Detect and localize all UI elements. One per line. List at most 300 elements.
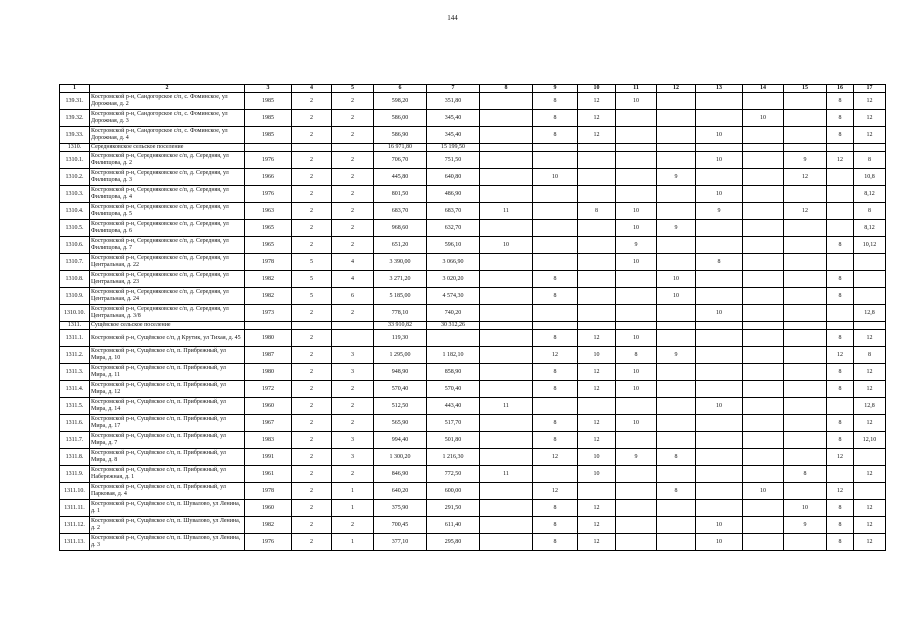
- table-cell: 10: [616, 93, 657, 110]
- row-number: 1311.9.: [60, 466, 90, 483]
- table-cell: 1: [332, 483, 374, 500]
- table-cell: 570,40: [374, 381, 427, 398]
- table-cell: [480, 517, 533, 534]
- table-cell: 11: [480, 398, 533, 415]
- table-cell: 12: [578, 381, 616, 398]
- table-cell: [696, 500, 743, 517]
- table-row: [60, 271, 886, 288]
- table-cell: 3: [332, 432, 374, 449]
- table-cell: 2: [292, 432, 332, 449]
- column-header: 10: [578, 85, 616, 93]
- empty-cell: [827, 322, 854, 330]
- table-cell: 8: [827, 330, 854, 347]
- table-cell: 12: [854, 127, 886, 144]
- table-cell: 8: [827, 500, 854, 517]
- address-cell: Костромской р-н, Середняковское с/п, д. Середняя, ул Филипцова, д. 5: [90, 203, 245, 220]
- table-cell: 1 295,00: [374, 347, 427, 364]
- table-cell: 10: [578, 347, 616, 364]
- table-cell: [827, 203, 854, 220]
- table-cell: 1: [332, 500, 374, 517]
- table-cell: [657, 127, 696, 144]
- table-cell: 501,80: [427, 432, 480, 449]
- table-cell: [616, 534, 657, 551]
- table-cell: 8: [533, 534, 578, 551]
- table-cell: 375,90: [374, 500, 427, 517]
- table-cell: [657, 110, 696, 127]
- address-cell: Костромской р-н, Сущёвское с/п, п. Прибрежный, ул Мира, д. 8: [90, 449, 245, 466]
- table-cell: 2: [332, 169, 374, 186]
- table-cell: 2: [332, 305, 374, 322]
- column-header: 14: [743, 85, 784, 93]
- table-cell: [578, 186, 616, 203]
- table-row: [60, 364, 886, 381]
- table-cell: 1961: [245, 466, 292, 483]
- table-cell: 9: [696, 203, 743, 220]
- table-row: [60, 220, 886, 237]
- address-cell: Костромской р-н, Сущёвское с/п, п. Прибрежный, ул Мира, д. 14: [90, 398, 245, 415]
- table-cell: [480, 127, 533, 144]
- column-header: 12: [657, 85, 696, 93]
- table-cell: 12: [578, 127, 616, 144]
- table-cell: 1973: [245, 305, 292, 322]
- table-cell: [743, 330, 784, 347]
- table-cell: 10: [696, 398, 743, 415]
- table-cell: 1965: [245, 220, 292, 237]
- table-cell: [480, 364, 533, 381]
- table-cell: 10: [696, 305, 743, 322]
- table-cell: [657, 466, 696, 483]
- table-cell: 2: [292, 237, 332, 254]
- table-cell: 12: [578, 500, 616, 517]
- table-cell: [784, 110, 827, 127]
- table-cell: [743, 152, 784, 169]
- table-cell: 632,70: [427, 220, 480, 237]
- table-cell: [533, 220, 578, 237]
- table-cell: 3 271,20: [374, 271, 427, 288]
- table-row: [60, 347, 886, 364]
- row-number: 1311.13.: [60, 534, 90, 551]
- table-cell: [743, 305, 784, 322]
- table-cell: 12: [827, 347, 854, 364]
- table-cell: [696, 288, 743, 305]
- row-number: 1310.1.: [60, 152, 90, 169]
- table-cell: 10: [480, 237, 533, 254]
- empty-cell: [657, 322, 696, 330]
- address-cell: Костромской р-н, Сущёвское с/п, п. Прибрежный, ул Мира, д. 7: [90, 432, 245, 449]
- table-cell: [743, 432, 784, 449]
- table-cell: [657, 398, 696, 415]
- table-cell: 2: [292, 152, 332, 169]
- table-cell: 1967: [245, 415, 292, 432]
- table-cell: [578, 271, 616, 288]
- table-cell: [616, 271, 657, 288]
- page-number: 144: [447, 14, 458, 22]
- table-cell: 9: [657, 220, 696, 237]
- row-number: 1311.7.: [60, 432, 90, 449]
- table-cell: [578, 237, 616, 254]
- table-cell: 517,70: [427, 415, 480, 432]
- row-number: 1311.6.: [60, 415, 90, 432]
- table-cell: 2: [332, 415, 374, 432]
- table-cell: [480, 432, 533, 449]
- table-cell: [480, 254, 533, 271]
- table-cell: 443,40: [427, 398, 480, 415]
- address-cell: Костромской р-н, Сущёвское с/п, п. Шувалово, ул Ленина, д. 1: [90, 500, 245, 517]
- table-cell: 1960: [245, 500, 292, 517]
- table-cell: 10: [533, 169, 578, 186]
- empty-cell: [245, 322, 292, 330]
- table-cell: 5: [292, 288, 332, 305]
- table-cell: 12: [578, 330, 616, 347]
- section-name: Сущёвское сельское поселение: [90, 322, 245, 330]
- table-cell: 994,40: [374, 432, 427, 449]
- address-cell: Костромской р-н, Середняковское с/п, д. Середняя, ул Центральная, д. 24: [90, 288, 245, 305]
- address-cell: Костромской р-н, Сущёвское с/п, п. Шувалово, ул Ленина, д. 3: [90, 534, 245, 551]
- row-number: 1311.3.: [60, 364, 90, 381]
- table-cell: [578, 288, 616, 305]
- table-cell: [578, 254, 616, 271]
- column-header: 6: [374, 85, 427, 93]
- table-cell: 12: [854, 93, 886, 110]
- table-cell: 2: [292, 500, 332, 517]
- table-cell: 600,00: [427, 483, 480, 500]
- column-header: 7: [427, 85, 480, 93]
- row-number: 1310.6.: [60, 237, 90, 254]
- table-cell: [616, 398, 657, 415]
- table-cell: [657, 500, 696, 517]
- table-cell: [784, 415, 827, 432]
- table-cell: [743, 127, 784, 144]
- address-cell: Костромской р-н, Сущёвское с/п, п. Шувалово, ул Ленина, д. 2: [90, 517, 245, 534]
- table-cell: [480, 534, 533, 551]
- row-number: 1311.12.: [60, 517, 90, 534]
- table-cell: 445,80: [374, 169, 427, 186]
- table-row: [60, 415, 886, 432]
- table-cell: 2: [332, 93, 374, 110]
- table-row: [60, 254, 886, 271]
- table-cell: [784, 483, 827, 500]
- table-cell: 12: [578, 364, 616, 381]
- table-cell: [616, 127, 657, 144]
- table-row: [60, 534, 886, 551]
- table-cell: [657, 534, 696, 551]
- table-cell: 1 300,20: [374, 449, 427, 466]
- empty-cell: [784, 322, 827, 330]
- row-number: 139.31.: [60, 93, 90, 110]
- table-cell: [784, 449, 827, 466]
- table-cell: [784, 186, 827, 203]
- table-cell: [480, 186, 533, 203]
- row-number: 1310.4.: [60, 203, 90, 220]
- table-cell: 1966: [245, 169, 292, 186]
- table-row: [60, 483, 886, 500]
- table-cell: 10: [616, 364, 657, 381]
- table-cell: [696, 237, 743, 254]
- table-row: [60, 381, 886, 398]
- table-row: [60, 152, 886, 169]
- section-row: [60, 322, 886, 330]
- table-cell: [480, 288, 533, 305]
- table-cell: [616, 517, 657, 534]
- table-cell: 345,40: [427, 127, 480, 144]
- table-cell: 683,70: [427, 203, 480, 220]
- column-header: 4: [292, 85, 332, 93]
- table-cell: [480, 381, 533, 398]
- section-number: 1310.: [60, 144, 90, 152]
- table-cell: 8: [827, 534, 854, 551]
- table-cell: 12: [784, 203, 827, 220]
- empty-cell: [245, 144, 292, 152]
- table-cell: 611,40: [427, 517, 480, 534]
- table-cell: 2: [292, 398, 332, 415]
- address-cell: Костромской р-н, Середняковское с/п, д. Середняя, ул Центральная, д. 3/8: [90, 305, 245, 322]
- table-cell: 640,80: [427, 169, 480, 186]
- table-cell: 2: [332, 466, 374, 483]
- empty-cell: [854, 144, 886, 152]
- table-cell: [616, 186, 657, 203]
- table-cell: [743, 288, 784, 305]
- table-cell: 12: [854, 381, 886, 398]
- table-cell: 10: [696, 517, 743, 534]
- table-cell: 2: [292, 305, 332, 322]
- section-total-area: 33 910,82: [374, 322, 427, 330]
- table-cell: 772,50: [427, 466, 480, 483]
- table-cell: [696, 381, 743, 398]
- table-cell: 3 390,00: [374, 254, 427, 271]
- table-cell: [616, 500, 657, 517]
- table-cell: [696, 110, 743, 127]
- row-number: 139.33.: [60, 127, 90, 144]
- table-cell: 1: [332, 534, 374, 551]
- table-cell: [743, 271, 784, 288]
- table-header-row: [60, 85, 886, 93]
- table-cell: [784, 534, 827, 551]
- empty-cell: [332, 322, 374, 330]
- table-cell: 2: [292, 466, 332, 483]
- table-cell: 8: [533, 110, 578, 127]
- empty-cell: [292, 322, 332, 330]
- table-row: [60, 517, 886, 534]
- table-cell: [827, 169, 854, 186]
- table-cell: [480, 110, 533, 127]
- table-row: [60, 110, 886, 127]
- table-cell: 486,90: [427, 186, 480, 203]
- table-cell: 8: [827, 415, 854, 432]
- table-cell: 8: [578, 203, 616, 220]
- table-cell: [696, 415, 743, 432]
- table-cell: 8,12: [854, 186, 886, 203]
- table-cell: [480, 415, 533, 432]
- table-cell: 8: [827, 237, 854, 254]
- table-cell: 12: [578, 93, 616, 110]
- table-cell: 12: [854, 466, 886, 483]
- table-cell: [784, 364, 827, 381]
- table-cell: 8: [827, 271, 854, 288]
- table-cell: [533, 398, 578, 415]
- table-cell: [784, 432, 827, 449]
- table-cell: 1978: [245, 254, 292, 271]
- row-number: 1311.5.: [60, 398, 90, 415]
- table-cell: [480, 271, 533, 288]
- table-row: [60, 186, 886, 203]
- table-cell: 8: [827, 381, 854, 398]
- table-cell: 11: [480, 466, 533, 483]
- address-cell: Костромской р-н, Сущёвское с/п, п. Прибрежный, ул Мира, д. 11: [90, 364, 245, 381]
- table-cell: [696, 93, 743, 110]
- address-cell: Костромской р-н, Сущёвское с/п, д Крутик, ул Тихая, д. 45: [90, 330, 245, 347]
- table-cell: 12: [854, 415, 886, 432]
- table-cell: 1985: [245, 93, 292, 110]
- table-cell: [854, 288, 886, 305]
- table-cell: [743, 466, 784, 483]
- table-cell: 2: [292, 449, 332, 466]
- table-cell: [657, 203, 696, 220]
- section-name: Середняковское сельское поселение: [90, 144, 245, 152]
- table-cell: 740,20: [427, 305, 480, 322]
- table-cell: 4: [332, 254, 374, 271]
- table-cell: 4: [332, 271, 374, 288]
- table-cell: 8: [533, 381, 578, 398]
- table-cell: [743, 220, 784, 237]
- table-cell: 9: [616, 449, 657, 466]
- table-cell: 586,00: [374, 110, 427, 127]
- table-cell: 5 185,00: [374, 288, 427, 305]
- table-cell: 12: [578, 415, 616, 432]
- empty-cell: [696, 322, 743, 330]
- table-cell: 8: [616, 347, 657, 364]
- table-cell: 968,60: [374, 220, 427, 237]
- table-cell: 2: [332, 152, 374, 169]
- table-cell: [657, 517, 696, 534]
- table-cell: 1982: [245, 288, 292, 305]
- table-cell: 8: [854, 203, 886, 220]
- table-cell: 11: [480, 203, 533, 220]
- address-cell: Костромской р-н, Сущёвское с/п, п. Прибрежный, ул Мира, д. 10: [90, 347, 245, 364]
- empty-cell: [784, 144, 827, 152]
- table-cell: [784, 254, 827, 271]
- table-cell: [827, 254, 854, 271]
- empty-cell: [696, 144, 743, 152]
- table-cell: [784, 237, 827, 254]
- table-cell: [827, 305, 854, 322]
- table-cell: 2: [292, 110, 332, 127]
- table-cell: 12: [533, 347, 578, 364]
- table-row: [60, 288, 886, 305]
- row-number: 1311.8.: [60, 449, 90, 466]
- table-cell: [578, 398, 616, 415]
- row-number: 1310.7.: [60, 254, 90, 271]
- table-cell: [743, 186, 784, 203]
- table-cell: 3: [332, 364, 374, 381]
- table-cell: [784, 398, 827, 415]
- table-cell: [743, 381, 784, 398]
- table-cell: 1980: [245, 330, 292, 347]
- table-cell: 3: [332, 347, 374, 364]
- table-cell: 12: [784, 169, 827, 186]
- table-cell: 1982: [245, 517, 292, 534]
- table-cell: [827, 220, 854, 237]
- row-number: 1310.9.: [60, 288, 90, 305]
- table-cell: 6: [332, 288, 374, 305]
- section-total-area: 16 971,80: [374, 144, 427, 152]
- table-cell: [696, 364, 743, 381]
- table-cell: 12: [827, 483, 854, 500]
- table-cell: 12: [827, 152, 854, 169]
- empty-cell: [657, 144, 696, 152]
- table-cell: 2: [292, 169, 332, 186]
- address-cell: Костромской р-н, Середняковское с/п, д. Середняя, ул Филипцова, д. 4: [90, 186, 245, 203]
- table-cell: 10: [616, 220, 657, 237]
- column-header: 16: [827, 85, 854, 93]
- table-cell: 10: [616, 381, 657, 398]
- empty-cell: [533, 322, 578, 330]
- empty-cell: [854, 322, 886, 330]
- row-number: 1310.3.: [60, 186, 90, 203]
- table-cell: 2: [332, 127, 374, 144]
- table-cell: 12: [854, 500, 886, 517]
- table-cell: 8: [827, 364, 854, 381]
- table-cell: 12: [533, 449, 578, 466]
- table-cell: 10: [784, 500, 827, 517]
- table-cell: [533, 152, 578, 169]
- table-cell: [480, 305, 533, 322]
- table-cell: 2: [292, 483, 332, 500]
- table-cell: 1991: [245, 449, 292, 466]
- table-row: [60, 93, 886, 110]
- table-cell: [784, 381, 827, 398]
- empty-cell: [616, 322, 657, 330]
- table-cell: 1985: [245, 110, 292, 127]
- table-cell: [480, 93, 533, 110]
- table-cell: 3: [332, 449, 374, 466]
- table-cell: [578, 305, 616, 322]
- table-cell: 291,50: [427, 500, 480, 517]
- table-cell: 10,8: [854, 169, 886, 186]
- table-cell: 10: [616, 203, 657, 220]
- address-cell: Костромской р-н, Середняковское с/п, д. Середняя, ул Центральная, д. 22: [90, 254, 245, 271]
- table-cell: [657, 330, 696, 347]
- table-cell: 8: [533, 288, 578, 305]
- table-cell: [480, 152, 533, 169]
- row-number: 1311.2.: [60, 347, 90, 364]
- table-cell: [743, 203, 784, 220]
- address-cell: Костромской р-н, Сущёвское с/п, п. Прибрежный, ул Мира, д. 12: [90, 381, 245, 398]
- empty-cell: [292, 144, 332, 152]
- empty-cell: [827, 144, 854, 152]
- table-cell: [578, 169, 616, 186]
- table-cell: [657, 254, 696, 271]
- table-cell: 8: [533, 415, 578, 432]
- table-cell: [827, 186, 854, 203]
- table-cell: [696, 449, 743, 466]
- section-living-area: 15 199,50: [427, 144, 480, 152]
- table-cell: 1976: [245, 186, 292, 203]
- table-cell: 565,90: [374, 415, 427, 432]
- table-cell: 10,12: [854, 237, 886, 254]
- table-cell: 2: [332, 186, 374, 203]
- table-cell: [743, 415, 784, 432]
- table-cell: [696, 466, 743, 483]
- table-cell: 2: [292, 93, 332, 110]
- table-cell: 9: [784, 152, 827, 169]
- table-cell: 2: [292, 364, 332, 381]
- table-cell: [616, 466, 657, 483]
- address-cell: Костромской р-н, Середняковское с/п, д. Середняя, ул Филипцова, д. 2: [90, 152, 245, 169]
- table-cell: 8: [533, 364, 578, 381]
- table-cell: [784, 330, 827, 347]
- table-cell: [784, 271, 827, 288]
- table-cell: 2: [332, 203, 374, 220]
